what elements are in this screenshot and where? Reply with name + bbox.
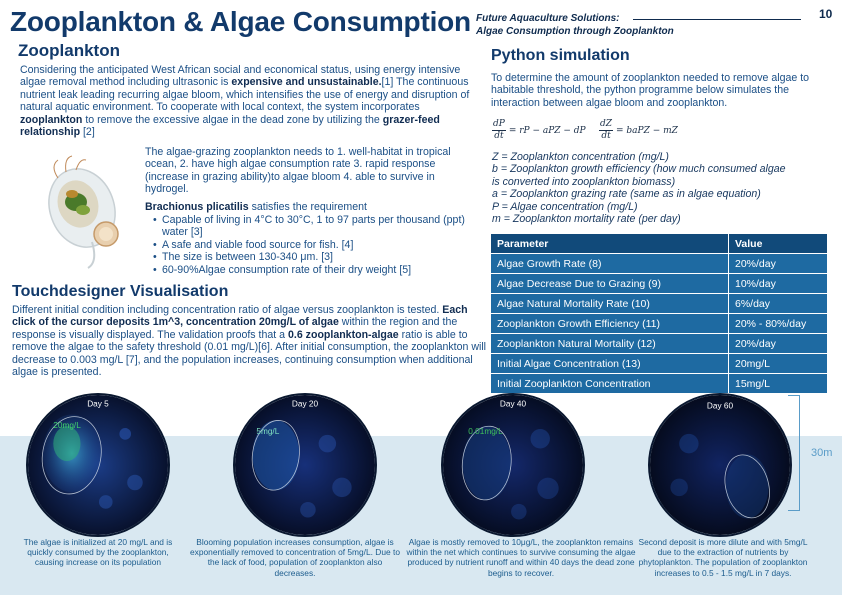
series-title bbox=[476, 12, 674, 38]
table-row: Initial Zooplankton Concentration 15mg/L bbox=[491, 374, 828, 394]
table-row: Algae Natural Mortality Rate (10) 6%/day bbox=[491, 294, 828, 314]
day-label: Day 40 bbox=[499, 399, 527, 409]
bullet-item: • 60-90%Algae consumption rate of their dry weight [5] bbox=[150, 264, 480, 276]
table-row: Initial Algae Concentration (13) 20mg/L bbox=[491, 354, 828, 374]
species-name: Brachionus plicatilis bbox=[145, 201, 249, 213]
table-row: Algae Decrease Due to Grazing (9) 10%/day bbox=[491, 274, 828, 294]
page-number: 10 bbox=[819, 7, 833, 21]
day-label: Day 5 bbox=[87, 399, 109, 409]
panel-caption: Second deposit is more dilute and with 5mg/L due to the extraction of nutrients by phytoplankton. The population of zooplankton increases to 0.5 - 1.5 mg/L in 7 days. bbox=[638, 537, 808, 578]
day-label: Day 60 bbox=[706, 401, 734, 411]
day-label: Day 20 bbox=[291, 399, 319, 409]
bullet-item: • The size is between 130-340 μm. [3] bbox=[150, 251, 480, 263]
scale-label: 30m bbox=[811, 447, 833, 459]
species-bullets bbox=[150, 214, 480, 276]
concentration-label: 20mg/L bbox=[53, 421, 81, 431]
variable-definitions: Z = Zooplankton concentration (mg/L) b = Zooplankton growth efficiency (how much consumed algae is converted into zooplankton biomass) a = Zooplankton grazing rate (same as in algae equation) P = Algae concentration (mg/L) m = Zooplankton mortality rate (per day) bbox=[492, 151, 786, 226]
concentration-label: 0.01mg/L bbox=[468, 426, 503, 436]
rotifer-image bbox=[28, 146, 136, 274]
zooplankton-intro: Considering the anticipated West African social and economical status, using energy intensive algae removal method including ultrasonic is expensive and unsustainable.[1] The continuous nutrient leak leading recurring algae bloom, which intensifies the use of energy and disruption of natural aquatic environment. To cooperate with local context, the system incorporates zooplankton to remove the excessive algae in the dead zone by utilizing the grazer-feed relationship [2] bbox=[20, 64, 470, 139]
zooplankton-heading: Zooplankton bbox=[18, 41, 120, 60]
table-row: Zooplankton Natural Mortality (12) 20%/day bbox=[491, 334, 828, 354]
species-line: Brachionus plicatilis satisfies the requirement bbox=[145, 201, 367, 213]
python-intro: To determine the amount of zooplankton needed to remove algae to habitable threshold, the python programme below simulates the interaction between algae bloom and zooplankton. bbox=[491, 72, 810, 109]
touchdesigner-heading: Touchdesigner Visualisation bbox=[12, 283, 229, 300]
zooplankton-requirements: The algae-grazing zooplankton needs to 1. well-habitat in tropical ocean, 2. have high algae consumption rate 3. rapid response (increase in grazing ability)to algae bloom 4. able to survive in hydrogel. bbox=[145, 146, 451, 196]
algae-equation: $\frac{dP}{dt}$ = rP − aPZ − dP bbox=[493, 119, 586, 141]
python-heading: Python simulation bbox=[491, 47, 630, 64]
header-rule bbox=[633, 19, 801, 20]
touchdesigner-text: Different initial condition including concentration ratio of algae versus zooplankton is tested. Each click of the cursor deposits 1m^3, concentration 20mg/L of algae within the region and the response is visually displayed. The validation proofs that a 0.6 zooplankton-algae ratio is able to remove the algae to the safety threshold (0.01 mg/L)[6]. After initial consumption, the zooplankton will decrease to 0.003 mg/L [7], and the population increases, continuing consumption when additional algae is presented. bbox=[12, 304, 487, 379]
table-header-row bbox=[491, 234, 828, 254]
column-header: Value bbox=[729, 234, 828, 254]
series-line-1: Future Aquaculture Solutions: bbox=[476, 13, 620, 24]
bullet-item: • A safe and viable food source for fish. [4] bbox=[150, 239, 480, 251]
simulation-panel-day5 bbox=[26, 393, 170, 537]
page-title: Zooplankton & Algae Consumption bbox=[10, 6, 471, 37]
panel-caption: Algae is mostly removed to 10μg/L, the zooplankton remains within the net which continues to survive consuming the algae produced by nutrient runoff and within 40 days the dead zone begins to recover. bbox=[406, 537, 636, 578]
table-row: Zooplankton Growth Efficiency (11) 20% - 80%/day bbox=[491, 314, 828, 334]
table-row: Algae Growth Rate (8) 20%/day bbox=[491, 254, 828, 274]
bullet-item: • Capable of living in 4°C to 30°C, 1 to 97 parts per thousand (ppt) water [3] bbox=[150, 214, 480, 239]
panel-caption: The algae is initialized at 20 mg/L and is quickly consumed by the zooplankton, causing increase on its population bbox=[23, 537, 173, 568]
panel-caption: Blooming population increases consumption, algae is exponentially removed to concentration of 5mg/L. Due to the lack of food, population of zooplankton also decreases. bbox=[190, 537, 400, 578]
zooplankton-equation: $\frac{dZ}{dt}$ = baPZ − mZ bbox=[600, 119, 678, 141]
simulation-panel-day40 bbox=[441, 393, 585, 537]
scale-bracket bbox=[788, 395, 800, 511]
series-line-2: Algae Consumption through Zooplankton bbox=[476, 26, 674, 37]
parameter-table bbox=[490, 233, 828, 394]
simulation-panel-day20 bbox=[233, 393, 377, 537]
simulation-panel-day60 bbox=[648, 393, 792, 537]
concentration-label: 5mg/L bbox=[256, 426, 280, 436]
column-header: Parameter bbox=[491, 234, 729, 254]
